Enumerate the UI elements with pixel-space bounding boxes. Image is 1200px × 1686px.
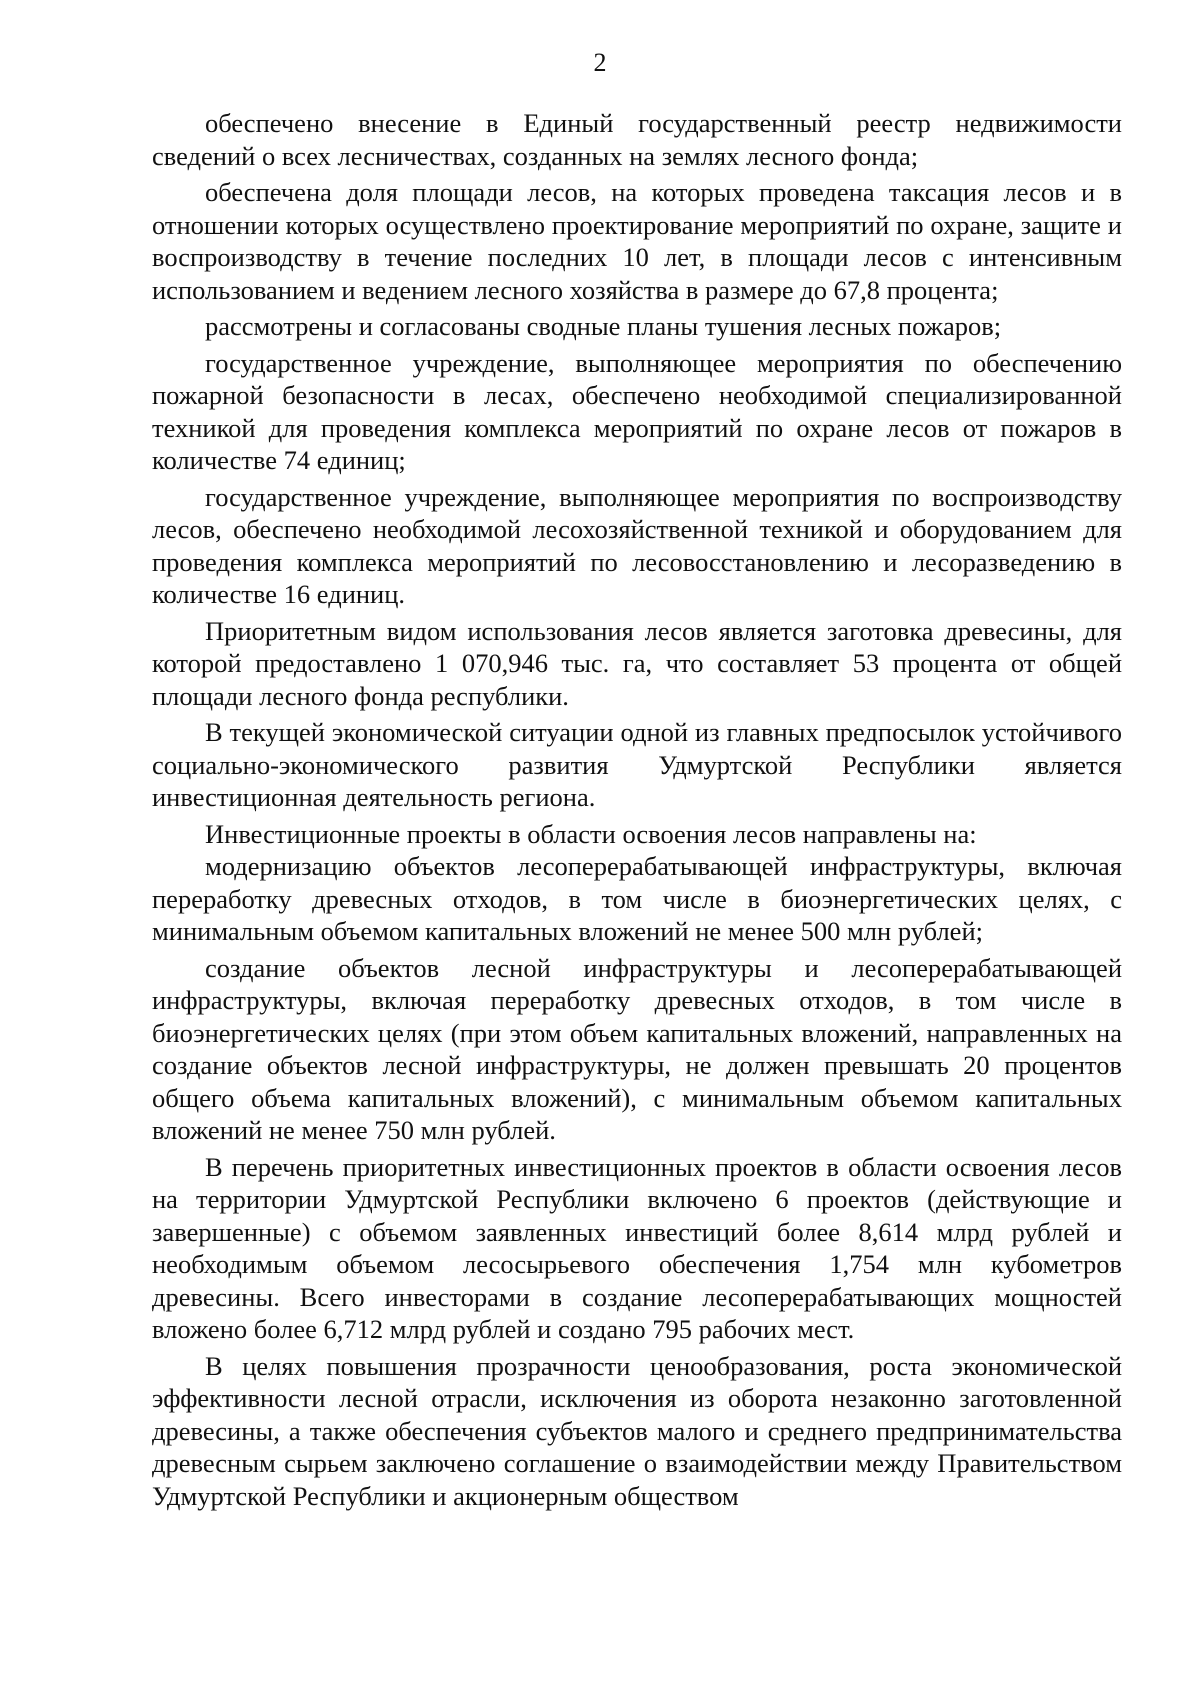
paragraph-investment-activity: В текущей экономической ситуации одной из главных предпосылок устойчивого социально-экономического развития Удмуртской Республики является инвестиционная деятельность региона. (152, 717, 1122, 812)
paragraph-fire-equipment: государственное учреждение, выполняющее мероприятия по обеспечению пожарной безопасности в лесах, обеспечено необходимой специализированной техникой для проведения комплекса мероприятий по охране лесов от пожаров в количестве 74 единиц; (152, 347, 1122, 475)
page-number: 2 (593, 48, 607, 77)
paragraph-forest-taxation-share: обеспечена доля площади лесов, на которых проведена таксация лесов и в отношении которых осуществлено проектирование мероприятий по охране, защите и воспроизводству в течение последних 10 лет, в площади лесов с интенсивным использованием и ведением лесного хозяйства в размере до 67,8 процента; (152, 177, 1122, 305)
paragraph-egrn-registry: обеспечено внесение в Единый государственный реестр недвижимости сведений о всех лесничествах, созданных на землях лесного фонда; (152, 108, 1122, 171)
paragraph-infrastructure-creation: создание объектов лесной инфраструктуры и лесоперерабатывающей инфраструктуры, включая переработку древесных отходов, в том числе в биоэнергетических целях (при этом объем капитальных вложений, направленных на создание объектов лесной инфраструктуры, не должен превышать 20 процентов общего объема капитальных вложений), с минимальным объемом капитальных вложений не менее 750 млн рублей. (152, 952, 1122, 1145)
paragraph-timber-harvesting: Приоритетным видом использования лесов является заготовка древесины, для которой предоставлено 1 070,946 тыс. га, что составляет 53 процента от общей площади лесного фонда республики. (152, 615, 1122, 711)
paragraph-investment-projects-intro: Инвестиционные проекты в области освоения лесов направлены на: (205, 818, 977, 849)
paragraph-priority-projects-list: В перечень приоритетных инвестиционных проектов в области освоения лесов на территории Удмуртской Республики включено 6 проектов (действующие и завершенные) с объемом заявленных инвестиций более 8,614 млрд рублей и необходимым объемом лесосырьевого обеспечения 1,754 млн кубометров древесины. Всего инвесторами в создание лесоперерабатывающих мощностей вложено более 6,712 млрд рублей и создано 795 рабочих мест. (152, 1151, 1122, 1344)
paragraph-reforestation-equipment: государственное учреждение, выполняющее мероприятия по воспроизводству лесов, обеспечено необходимой лесохозяйственной техникой и оборудованием для проведения комплекса мероприятий по лесовосстановлению и лесоразведению в количестве 16 единиц. (152, 481, 1122, 609)
paragraph-modernization: модернизацию объектов лесоперерабатывающей инфраструктуры, включая переработку древесных отходов, в том числе в биоэнергетических целях, с минимальным объемом капитальных вложений не менее 500 млн рублей; (152, 851, 1122, 946)
document-body (152, 107, 1122, 1516)
paragraph-pricing-agreement: В целях повышения прозрачности ценообразования, роста экономической эффективности лесной отрасли, исключения из оборота незаконно заготовленной древесины, а также обеспечения субъектов малого и среднего предпринимательства древесным сырьем заключено соглашение о взаимодействии между Правительством Удмуртской Республики и акционерным обществом (152, 1350, 1122, 1511)
paragraph-fire-plans: рассмотрены и согласованы сводные планы тушения лесных пожаров; (205, 311, 1002, 341)
